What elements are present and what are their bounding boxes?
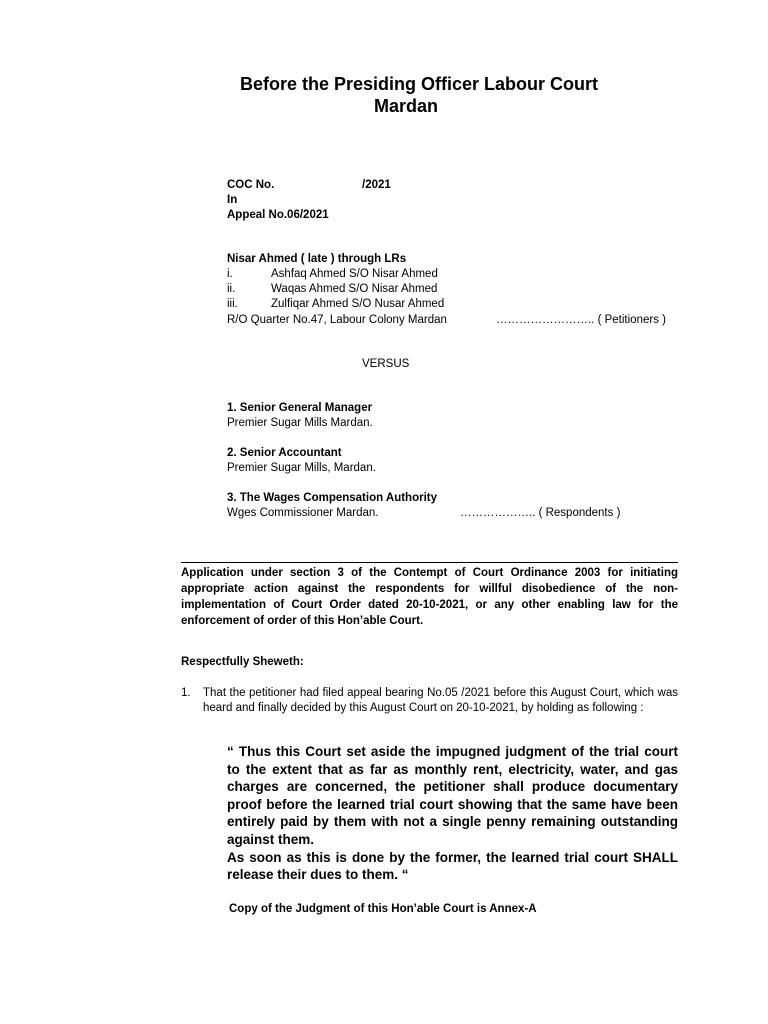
petitioner-lead: Nisar Ahmed ( late ) through LRs <box>227 253 407 265</box>
salutation: Respectfully Sheweth: <box>181 656 304 668</box>
respondent-detail: Premier Sugar Mills, Mardan. <box>227 462 376 474</box>
annex-note: Copy of the Judgment of this Hon’able Court is Annex-A <box>229 903 537 915</box>
coc-label: COC No. <box>227 179 275 191</box>
in-label: In <box>227 194 238 206</box>
petitioner-name: Waqas Ahmed S/O Nisar Ahmed <box>271 283 438 295</box>
paragraph-1-text: That the petitioner had filed appeal bearing No.05 /2021 before this August Court, which was heard and finally decided by this August Court on 20-10-2021, by holding as following : <box>203 687 678 714</box>
petitioner-num: i. <box>227 268 233 280</box>
heading-line-2: Mardan <box>374 96 439 116</box>
petitioner-name: Zulfiqar Ahmed S/O Nusar Ahmed <box>271 298 445 310</box>
respondent-detail: Premier Sugar Mills Mardan. <box>227 417 373 429</box>
respondent-title: 1. Senior General Manager <box>227 402 373 414</box>
coc-year: /2021 <box>362 179 391 191</box>
appeal-number: Appeal No.06/2021 <box>227 209 329 221</box>
heading-line-1: Before the Presiding Officer Labour Court <box>239 74 599 94</box>
paragraph-number: 1. <box>181 687 191 699</box>
petitioner-name: Ashfaq Ahmed S/O Nisar Ahmed <box>271 268 438 280</box>
respondent-detail: Wges Commissioner Mardan. <box>227 507 379 519</box>
respondent-title: 2. Senior Accountant <box>227 447 342 459</box>
petitioners-role: …………………….. ( Petitioners ) <box>496 314 666 326</box>
divider-line <box>181 562 678 563</box>
petitioner-num: ii. <box>227 283 236 295</box>
respondents-role: ……………….. ( Respondents ) <box>460 507 621 519</box>
respondent-title: 3. The Wages Compensation Authority <box>227 492 437 504</box>
application-text: Application under section 3 of the Contempt of Court Ordinance 2003 for initiating appropriate action against the respondents for willful disobedience of the non-implementation of Court Order dated 20-10-2021, or any other enabling law for the enforcement of order of this Hon’able Court. <box>181 567 678 627</box>
quote-paragraph-2: As soon as this is done by the former, the learned trial court SHALL release their dues to them. “ <box>227 849 678 883</box>
quote-paragraph-1: “ Thus this Court set aside the impugned judgment of the trial court to the extent that as far as monthly rent, electricity, water, and gas charges are concerned, the petitioner shall produce documentary proof before the learned trial court showing that the same have been entirely paid by them with not a single penny remaining outstanding against them. <box>227 744 678 847</box>
petitioner-num: iii. <box>227 298 238 310</box>
petitioner-address: R/O Quarter No.47, Labour Colony Mardan <box>227 314 447 326</box>
versus-label: VERSUS <box>362 358 410 370</box>
judgment-quote <box>227 743 678 884</box>
